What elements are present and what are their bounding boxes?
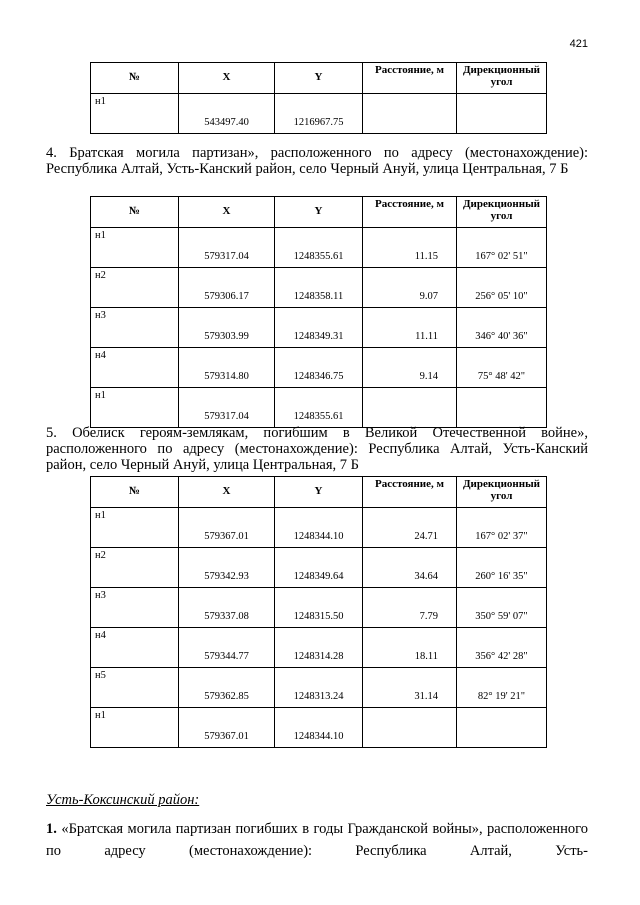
header-x: X <box>179 197 275 228</box>
distance: 11.15 <box>363 228 457 268</box>
coord-x: 579362.85 <box>179 668 275 708</box>
angle: 167° 02' 51" <box>457 228 547 268</box>
section-1-body: «Братская могила партизан погибших в годы Гражданской войны», расположенного по адресу (местонахождение): Республика Алтай, Усть- <box>46 821 588 859</box>
angle: 256° 05' 10" <box>457 268 547 308</box>
angle: 75° 48' 42" <box>457 348 547 388</box>
point-id: н1 <box>91 508 179 548</box>
table-row <box>91 548 547 588</box>
angle: 260° 16' 35" <box>457 548 547 588</box>
header-x: X <box>179 63 275 94</box>
angle: 350° 59' 07" <box>457 588 547 628</box>
angle: 356° 42' 28" <box>457 628 547 668</box>
header-y: Y <box>275 63 363 94</box>
point-id: н3 <box>91 588 179 628</box>
district-heading: Усть-Коксинский район: <box>46 792 200 808</box>
angle: 82° 19' 21" <box>457 668 547 708</box>
distance: 9.07 <box>363 268 457 308</box>
header-angle: Дирекционный угол <box>457 63 547 94</box>
coord-x: 579303.99 <box>179 308 275 348</box>
coord-y: 1248355.61 <box>275 388 363 428</box>
table-row <box>91 388 547 428</box>
coord-y: 1248315.50 <box>275 588 363 628</box>
coord-x: 543497.40 <box>179 94 275 134</box>
distance: 18.11 <box>363 628 457 668</box>
coord-x: 579337.08 <box>179 588 275 628</box>
point-id: н5 <box>91 668 179 708</box>
coord-x: 579367.01 <box>179 508 275 548</box>
angle: 167° 02' 37" <box>457 508 547 548</box>
table-row <box>91 708 547 748</box>
coordinates-table-4 <box>90 196 547 428</box>
table-header-row <box>91 477 547 508</box>
table-row <box>91 508 547 548</box>
distance: 31.14 <box>363 668 457 708</box>
coord-y: 1248349.31 <box>275 308 363 348</box>
coord-y: 1248313.24 <box>275 668 363 708</box>
section-1-text <box>46 818 588 862</box>
header-angle: Дирекционный угол <box>457 197 547 228</box>
coord-y: 1248344.10 <box>275 708 363 748</box>
distance <box>363 708 457 748</box>
table-row <box>91 588 547 628</box>
coordinates-table-5 <box>90 476 547 748</box>
coord-x: 579344.77 <box>179 628 275 668</box>
coord-y: 1248358.11 <box>275 268 363 308</box>
angle <box>457 94 547 134</box>
point-id: н1 <box>91 228 179 268</box>
distance: 9.14 <box>363 348 457 388</box>
coord-x: 579306.17 <box>179 268 275 308</box>
coord-y: 1248346.75 <box>275 348 363 388</box>
header-num: № <box>91 197 179 228</box>
point-id: н1 <box>91 388 179 428</box>
point-id: н4 <box>91 348 179 388</box>
coord-y: 1248349.64 <box>275 548 363 588</box>
point-id: н1 <box>91 94 179 134</box>
table-row <box>91 308 547 348</box>
header-distance: Расстояние, м <box>363 197 457 228</box>
table-row <box>91 668 547 708</box>
section-1-number: 1. <box>46 821 57 837</box>
angle <box>457 388 547 428</box>
distance: 7.79 <box>363 588 457 628</box>
table-row <box>91 228 547 268</box>
header-x: X <box>179 477 275 508</box>
coord-x: 579342.93 <box>179 548 275 588</box>
distance <box>363 388 457 428</box>
header-angle: Дирекционный угол <box>457 477 547 508</box>
point-id: н2 <box>91 268 179 308</box>
header-y: Y <box>275 197 363 228</box>
point-id: н4 <box>91 628 179 668</box>
coord-y: 1248355.61 <box>275 228 363 268</box>
coord-x: 579314.80 <box>179 348 275 388</box>
table-row <box>91 628 547 668</box>
section-4-text: 4. Братская могила партизан», расположенного по адресу (местонахождение): Республика Алтай, Усть-Канский район, село Черный Ануй, улица Центральная, 7 Б <box>46 145 588 177</box>
coord-y: 1216967.75 <box>275 94 363 134</box>
section-5-text: 5. Обелиск героям-землякам, погибшим в Великой Отечественной войне», расположенного по адресу (местонахождение): Республика Алтай, Усть-Канский район, село Черный Ануй, улица Центральная, 7 Б <box>46 425 588 473</box>
distance: 11.11 <box>363 308 457 348</box>
header-y: Y <box>275 477 363 508</box>
distance: 34.64 <box>363 548 457 588</box>
header-distance: Расстояние, м <box>363 477 457 508</box>
angle <box>457 708 547 748</box>
coord-x: 579317.04 <box>179 388 275 428</box>
point-id: н1 <box>91 708 179 748</box>
coord-x: 579367.01 <box>179 708 275 748</box>
header-num: № <box>91 477 179 508</box>
table-row <box>91 268 547 308</box>
point-id: н2 <box>91 548 179 588</box>
coord-x: 579317.04 <box>179 228 275 268</box>
page-number: 421 <box>569 38 588 50</box>
coord-y: 1248314.28 <box>275 628 363 668</box>
header-num: № <box>91 63 179 94</box>
coord-y: 1248344.10 <box>275 508 363 548</box>
header-distance: Расстояние, м <box>363 63 457 94</box>
distance: 24.71 <box>363 508 457 548</box>
angle: 346° 40' 36" <box>457 308 547 348</box>
table-row <box>91 348 547 388</box>
coordinates-table-1 <box>90 62 547 134</box>
distance <box>363 94 457 134</box>
table-header-row <box>91 63 547 94</box>
point-id: н3 <box>91 308 179 348</box>
table-header-row <box>91 197 547 228</box>
table-row <box>91 94 547 134</box>
